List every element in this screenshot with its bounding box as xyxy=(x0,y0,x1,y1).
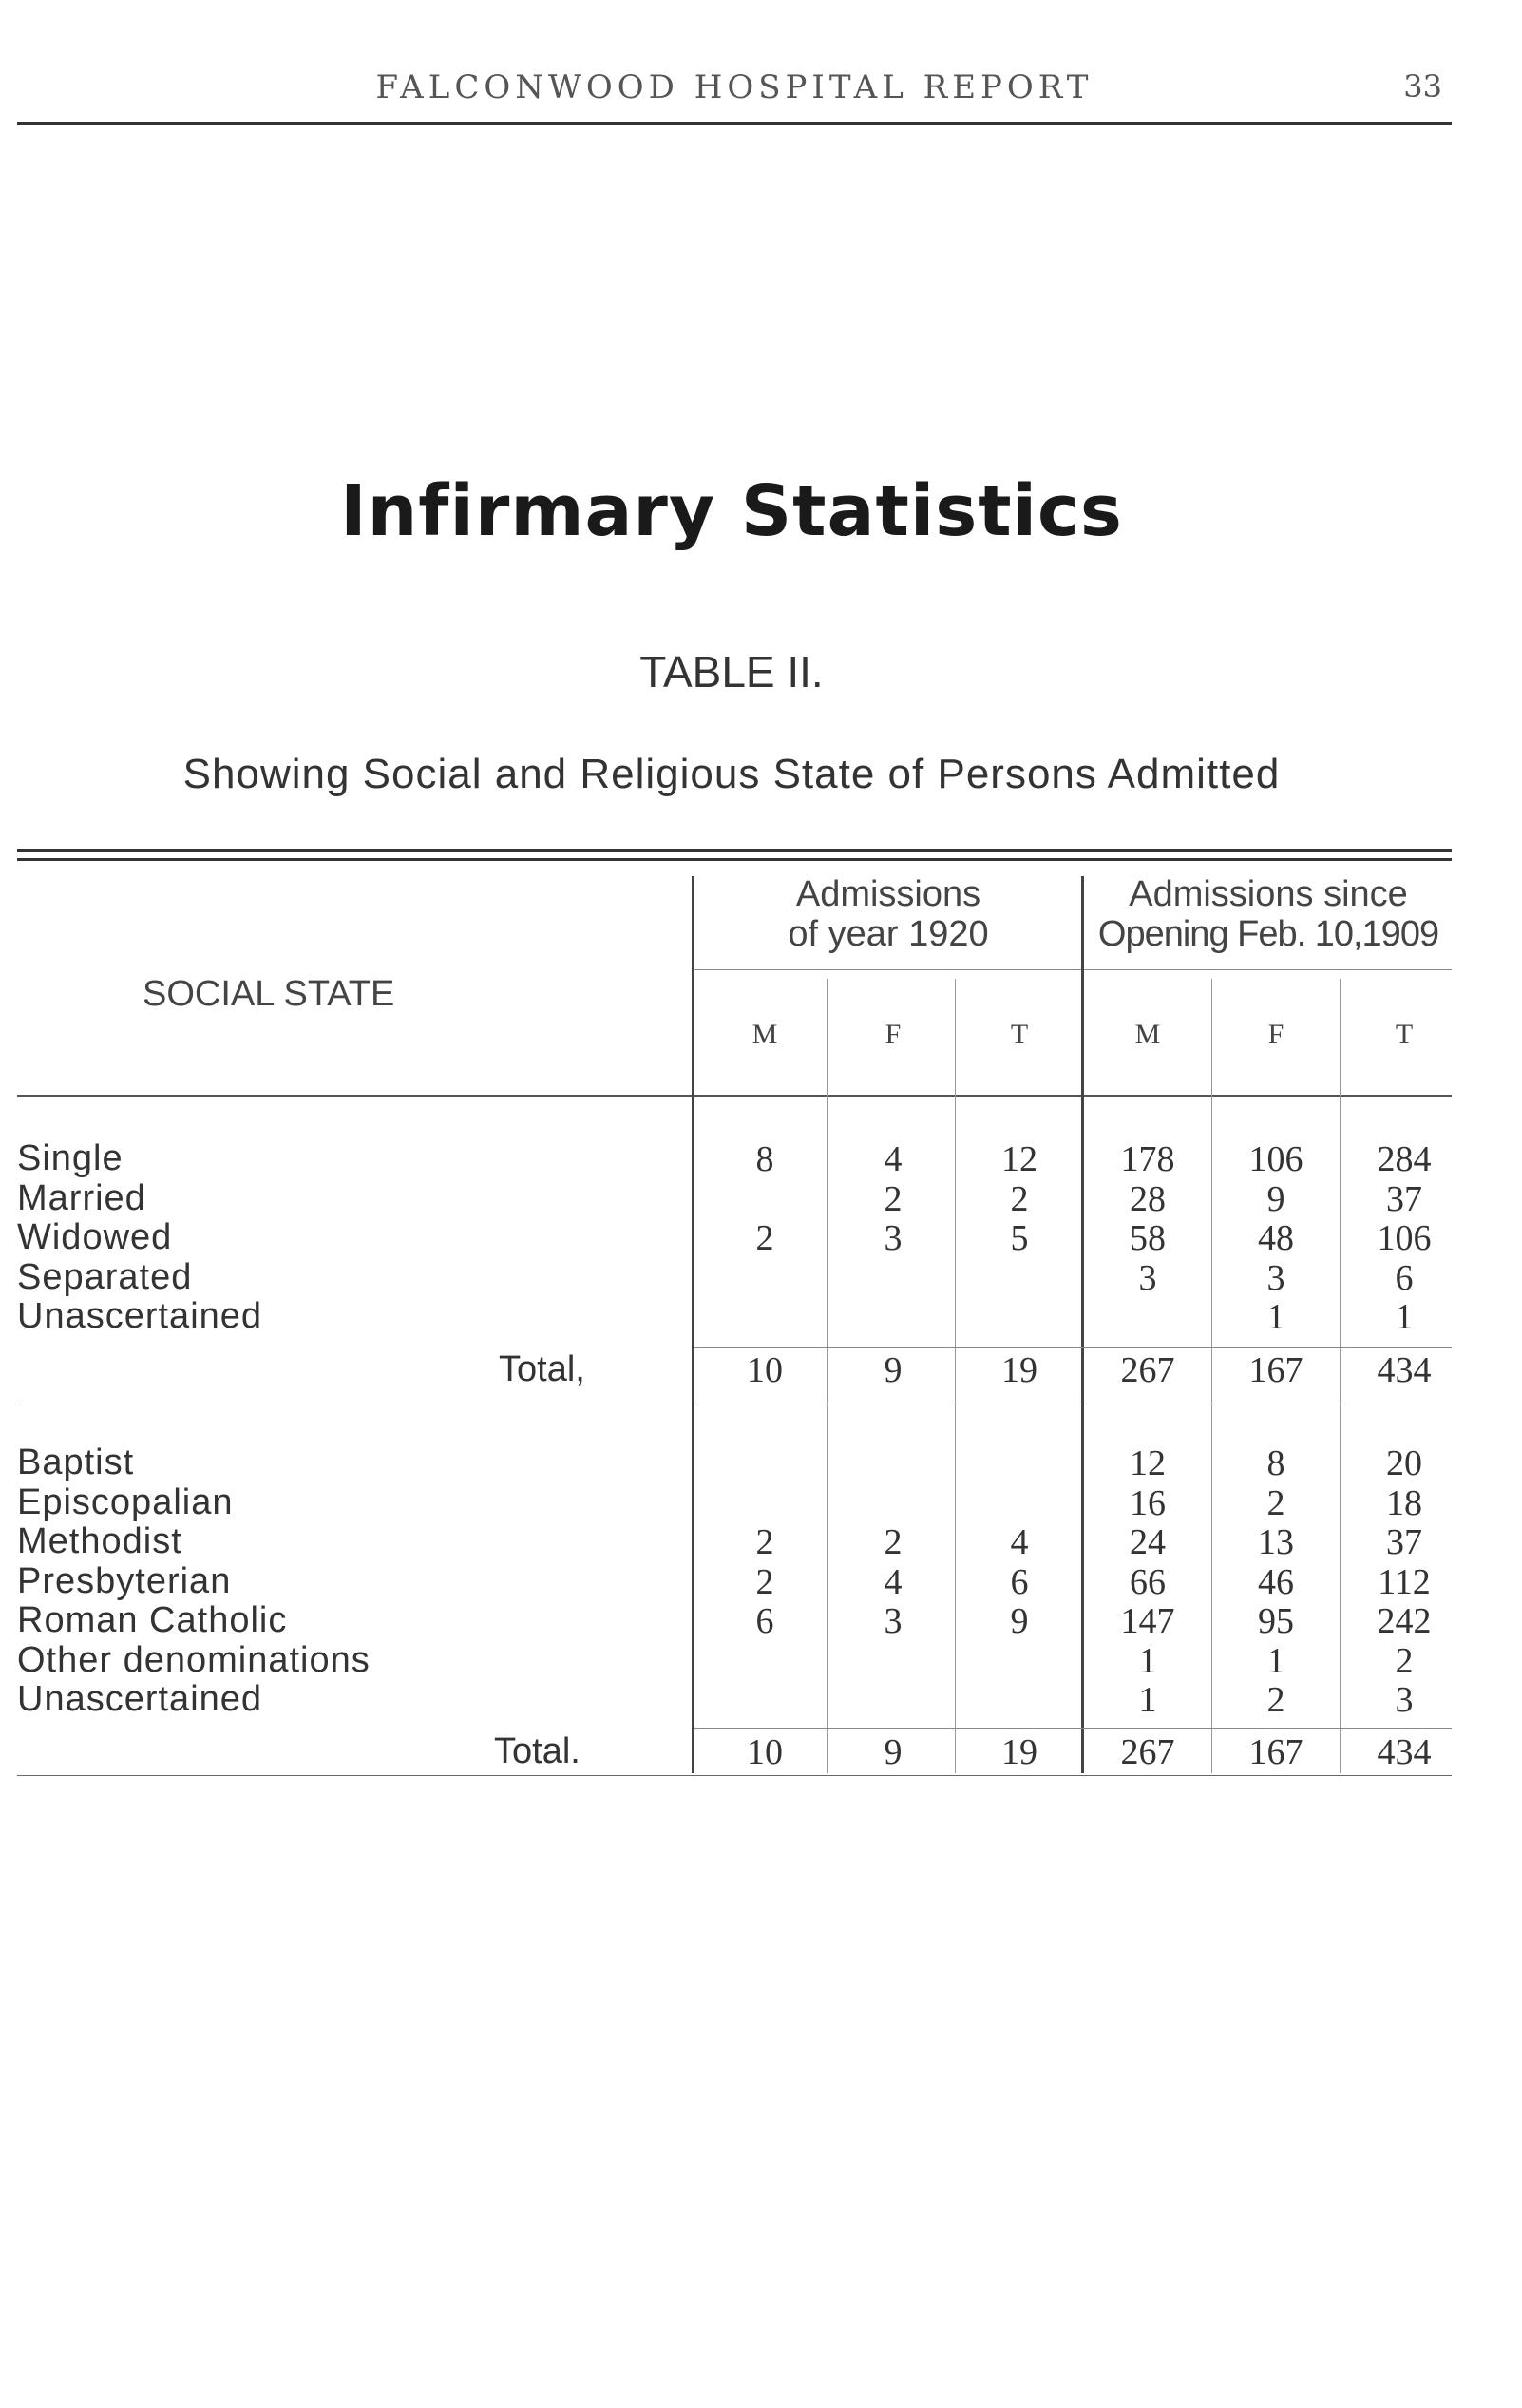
social-row-value: 28 xyxy=(1130,1178,1166,1219)
religion-row-value: 2 xyxy=(755,1522,774,1562)
social-total-value: 19 xyxy=(1001,1350,1037,1390)
social-row-value: 178 xyxy=(1120,1139,1175,1179)
religion-row-label: Unascertained xyxy=(17,1679,263,1719)
social-row-value: 106 xyxy=(1248,1139,1303,1179)
religion-row-value: 2 xyxy=(884,1522,903,1562)
row-header-social-state: SOCIAL STATE xyxy=(143,974,395,1014)
social-row-value: 1 xyxy=(1395,1297,1414,1337)
group-header-underline xyxy=(694,969,1452,970)
top-rule-second xyxy=(17,858,1452,861)
group-header-year-line1: Admissions xyxy=(795,874,981,914)
divider-label-column xyxy=(692,876,694,1773)
religion-row-value: 3 xyxy=(1395,1680,1414,1720)
religion-row-label: Methodist xyxy=(17,1521,182,1561)
divider-column-2 xyxy=(1211,979,1212,1773)
running-header xyxy=(17,59,1452,125)
divider-group xyxy=(1081,876,1084,1773)
social-row-value: 37 xyxy=(1386,1178,1422,1219)
religion-row-value: 95 xyxy=(1258,1601,1294,1641)
social-row-label: Married xyxy=(17,1177,146,1218)
religion-total-rule xyxy=(694,1728,1452,1729)
social-row-value: 8 xyxy=(755,1139,774,1179)
social-row-value: 58 xyxy=(1130,1218,1166,1258)
religion-row-value: 66 xyxy=(1130,1561,1166,1602)
table-subtitle: Showing Social and Religious State of Persons Admitted xyxy=(182,751,1281,797)
religion-row-label: Roman Catholic xyxy=(17,1600,288,1640)
social-row-value: 5 xyxy=(1010,1218,1029,1258)
religion-row-value: 6 xyxy=(755,1601,774,1641)
religion-row-value: 9 xyxy=(1010,1601,1029,1641)
religion-row-value: 24 xyxy=(1130,1522,1166,1562)
table-label: TABLE II. xyxy=(639,647,824,697)
social-row-label: Single xyxy=(17,1138,124,1178)
religion-row-label: Baptist xyxy=(17,1443,135,1482)
social-row-label: Separated xyxy=(17,1256,193,1297)
religion-total-value: 9 xyxy=(884,1732,903,1772)
social-row-value: 9 xyxy=(1266,1178,1285,1219)
page-number: 33 xyxy=(1403,68,1442,105)
social-total-rule xyxy=(694,1347,1452,1348)
social-row-label: Widowed xyxy=(17,1217,173,1257)
social-row-value: 2 xyxy=(884,1178,903,1219)
religion-row-value: 4 xyxy=(884,1561,903,1602)
social-total-value: 9 xyxy=(884,1350,903,1390)
religion-total-label: Total. xyxy=(494,1731,580,1771)
column-header-m-1920: M xyxy=(751,1019,778,1050)
social-row-label: Unascertained xyxy=(17,1296,263,1336)
social-row-value: 1 xyxy=(1266,1297,1285,1337)
religion-total-value: 19 xyxy=(1001,1732,1037,1772)
religion-row-value: 242 xyxy=(1377,1601,1432,1641)
religion-row-value: 147 xyxy=(1120,1601,1175,1641)
religion-total-value: 10 xyxy=(747,1732,783,1772)
religion-row-value: 1 xyxy=(1138,1640,1157,1681)
social-row-value: 2 xyxy=(1010,1178,1029,1219)
religion-row-label: Episcopalian xyxy=(17,1481,234,1522)
religion-row-value: 13 xyxy=(1258,1522,1294,1562)
religion-row-value: 2 xyxy=(755,1561,774,1602)
social-row-value: 3 xyxy=(1138,1257,1157,1298)
religion-row-label: Other denominations xyxy=(17,1639,371,1680)
religion-row-label: Presbyterian xyxy=(17,1560,232,1601)
divider-column-1 xyxy=(955,979,956,1773)
social-total-value: 167 xyxy=(1248,1350,1303,1390)
religion-row-value: 4 xyxy=(1010,1522,1029,1562)
religion-row-value: 6 xyxy=(1010,1561,1029,1602)
religion-total-value: 167 xyxy=(1248,1732,1303,1772)
religion-row-value: 1 xyxy=(1266,1640,1285,1681)
social-row-value: 12 xyxy=(1001,1139,1037,1179)
social-total-value: 434 xyxy=(1377,1350,1432,1390)
religion-row-value: 12 xyxy=(1130,1443,1166,1483)
report-title: FALCONWOOD HOSPITAL REPORT xyxy=(375,68,1094,106)
religion-row-value: 16 xyxy=(1130,1482,1166,1523)
social-total-value: 267 xyxy=(1120,1350,1175,1390)
religion-row-value: 112 xyxy=(1378,1561,1431,1602)
page-title: Infirmary Statistics xyxy=(340,470,1123,552)
religion-row-value: 37 xyxy=(1386,1522,1422,1562)
social-row-value: 4 xyxy=(884,1139,903,1179)
group-header-since-line1: Admissions since xyxy=(1129,874,1408,914)
column-header-f-since: F xyxy=(1267,1019,1284,1050)
divider-column-0 xyxy=(827,979,828,1773)
religion-row-value: 2 xyxy=(1266,1680,1285,1720)
religion-total-value: 267 xyxy=(1120,1732,1175,1772)
group-header-year-line2: of year 1920 xyxy=(788,914,989,954)
religion-row-value: 20 xyxy=(1386,1443,1422,1483)
social-row-value: 284 xyxy=(1377,1139,1432,1179)
column-header-t-since: T xyxy=(1395,1019,1414,1050)
table-bottom-rule xyxy=(17,1775,1452,1776)
religion-row-value: 1 xyxy=(1138,1680,1157,1720)
column-header-t-1920: T xyxy=(1010,1019,1029,1050)
religion-total-value: 434 xyxy=(1377,1732,1432,1772)
social-total-label: Total, xyxy=(499,1349,585,1389)
religion-row-value: 3 xyxy=(884,1601,903,1641)
social-row-value: 2 xyxy=(755,1218,774,1258)
social-row-value: 48 xyxy=(1258,1218,1294,1258)
top-rule xyxy=(17,849,1452,852)
social-row-value: 3 xyxy=(884,1218,903,1258)
header-bottom-rule xyxy=(17,1095,1452,1097)
social-row-value: 3 xyxy=(1266,1257,1285,1298)
religion-row-value: 2 xyxy=(1266,1482,1285,1523)
religion-row-value: 8 xyxy=(1266,1443,1285,1483)
divider-column-3 xyxy=(1340,979,1341,1773)
column-header-f-1920: F xyxy=(885,1019,902,1050)
social-total-value: 10 xyxy=(747,1350,783,1390)
group-header-since-line2: Opening Feb. 10,1909 xyxy=(1097,914,1439,954)
social-row-value: 6 xyxy=(1395,1257,1414,1298)
column-header-m-since: M xyxy=(1134,1019,1161,1050)
religion-row-value: 2 xyxy=(1395,1640,1414,1681)
religion-row-value: 46 xyxy=(1258,1561,1294,1602)
social-row-value: 106 xyxy=(1377,1218,1432,1258)
religion-row-value: 18 xyxy=(1386,1482,1422,1523)
